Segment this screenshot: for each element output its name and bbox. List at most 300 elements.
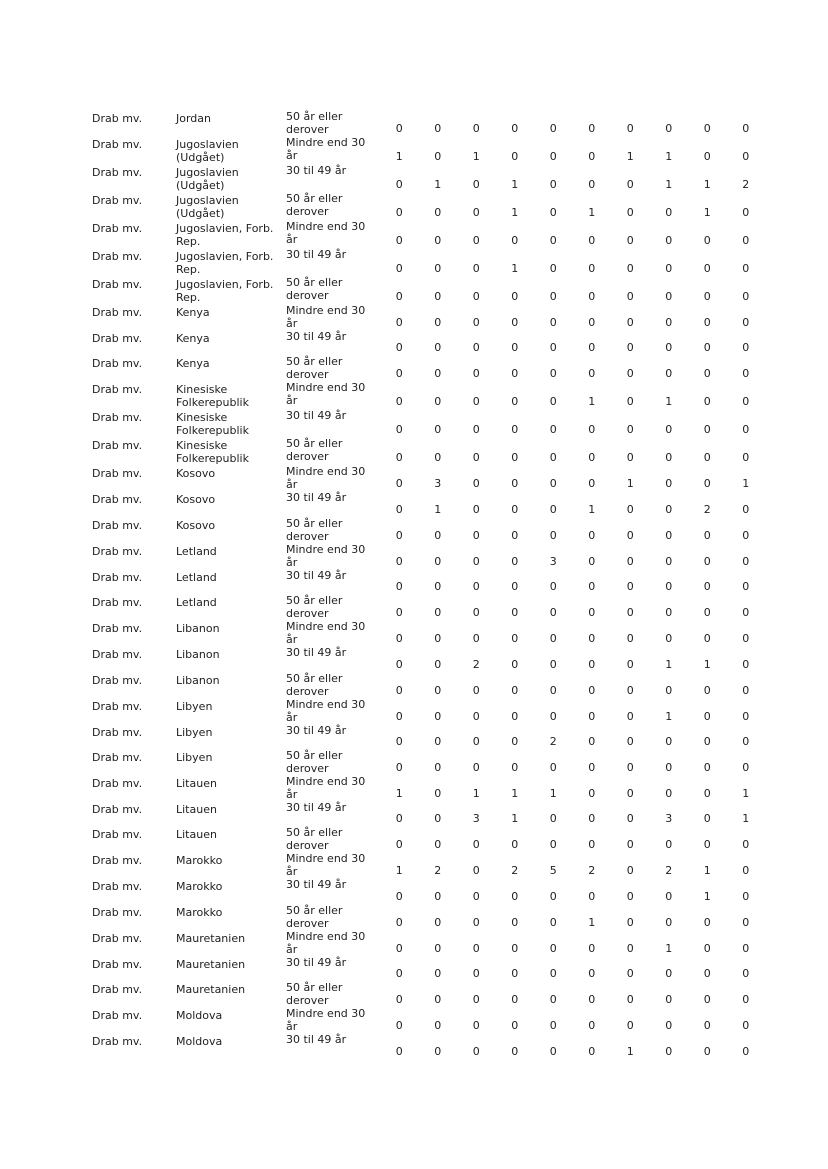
value-cell: 0	[665, 262, 673, 275]
value-cell: 1	[588, 915, 596, 929]
country-cell: Libyen	[176, 699, 213, 713]
value-cell: 0	[742, 967, 750, 981]
country-cell: Jugoslavien (Udgået)	[176, 166, 239, 192]
value-cell: 0	[434, 709, 442, 723]
value-cell: 0	[434, 632, 442, 646]
country-cell: Libyen	[176, 750, 213, 764]
value-cell: 0	[511, 683, 519, 697]
value-cell: 0	[472, 178, 480, 191]
value-cell: 2	[665, 864, 673, 878]
age-group-cell: 50 år eller derover	[286, 276, 343, 302]
value-cell: 0	[588, 122, 596, 135]
value-cell: 0	[549, 760, 557, 774]
age-group-cell: Mindre end 30 år	[286, 220, 366, 246]
value-cell: 0	[742, 502, 750, 516]
value-cell: 2	[434, 864, 442, 878]
value-cell: 0	[395, 528, 403, 542]
value-cell: 0	[626, 709, 634, 723]
value-cell: 0	[395, 502, 403, 516]
value-cell: 0	[588, 1044, 596, 1058]
value-cell: 0	[588, 657, 596, 671]
value-cell: 0	[549, 709, 557, 723]
value-cell: 1	[703, 178, 711, 191]
value-cell: 0	[549, 632, 557, 646]
country-cell: Jugoslavien, Forb. Rep.	[176, 222, 274, 248]
value-cell: 0	[472, 234, 480, 247]
value-cell: 0	[472, 941, 480, 955]
value-cell: 0	[549, 451, 557, 465]
value-cell: 0	[549, 580, 557, 594]
country-cell: Marokko	[176, 880, 223, 894]
country-cell: Jugoslavien, Forb. Rep.	[176, 278, 274, 304]
value-cell: 0	[395, 812, 403, 826]
value-cell: 1	[665, 709, 673, 723]
value-cell: 0	[472, 122, 480, 135]
value-cell: 0	[549, 967, 557, 981]
value-cell: 2	[703, 502, 711, 516]
value-cell: 0	[626, 262, 634, 275]
value-cell: 0	[703, 812, 711, 826]
age-group-cell: Mindre end 30 år	[286, 465, 366, 492]
value-cell: 0	[626, 1019, 634, 1033]
value-cell: 0	[703, 262, 711, 275]
age-group-cell: Mindre end 30 år	[286, 697, 366, 724]
value-cell: 1	[665, 657, 673, 671]
value-cell: 0	[511, 967, 519, 981]
value-cell: 0	[472, 993, 480, 1007]
value-cell: 0	[472, 262, 480, 275]
age-group-cell: 50 år eller derover	[286, 826, 343, 853]
value-cell: 0	[742, 290, 750, 303]
value-cell: 0	[588, 967, 596, 981]
value-cell: 0	[588, 262, 596, 275]
value-cell: 0	[703, 122, 711, 135]
table-row	[84, 852, 765, 878]
value-cell: 0	[665, 967, 673, 981]
value-cell: 0	[511, 580, 519, 594]
value-cell: 1	[434, 178, 442, 191]
value-cell: 0	[434, 993, 442, 1007]
value-cell: 0	[742, 554, 750, 568]
country-cell: Jugoslavien, Forb. Rep.	[176, 250, 274, 276]
crime-cell: Drab mv.	[92, 194, 143, 207]
value-cell: 0	[511, 477, 519, 491]
value-cell: 0	[703, 1019, 711, 1033]
value-cell: 0	[665, 367, 673, 381]
age-group-cell: 30 til 49 år	[286, 878, 347, 892]
country-cell: Jordan	[176, 112, 211, 125]
value-cell: 0	[395, 234, 403, 247]
value-cell: 0	[434, 941, 442, 955]
value-cell: 1	[742, 812, 750, 826]
value-cell: 0	[742, 316, 750, 329]
value-cell: 0	[395, 290, 403, 303]
value-cell: 0	[434, 580, 442, 594]
value-cell: 1	[395, 150, 403, 163]
value-cell: 3	[472, 812, 480, 826]
value-cell: 0	[549, 262, 557, 275]
value-cell: 0	[472, 838, 480, 852]
table-row	[84, 437, 765, 465]
value-cell: 0	[549, 316, 557, 329]
country-cell: Letland	[176, 570, 217, 584]
value-cell: 0	[472, 502, 480, 516]
value-cell: 0	[626, 632, 634, 646]
value-cell: 1	[626, 477, 634, 491]
value-cell: 0	[742, 451, 750, 465]
value-cell: 0	[626, 341, 634, 355]
value-cell: 0	[472, 889, 480, 903]
table-row	[84, 543, 765, 569]
value-cell: 0	[665, 580, 673, 594]
value-cell: 0	[395, 760, 403, 774]
value-cell: 0	[472, 683, 480, 697]
value-cell: 0	[549, 812, 557, 826]
value-cell: 1	[472, 150, 480, 163]
value-cell: 0	[434, 423, 442, 437]
value-cell: 0	[511, 423, 519, 437]
country-cell: Kinesiske Folkerepublik	[176, 439, 249, 466]
value-cell: 0	[472, 760, 480, 774]
value-cell: 0	[549, 838, 557, 852]
age-group-cell: 50 år eller derover	[286, 355, 343, 382]
country-cell: Marokko	[176, 905, 223, 919]
value-cell: 0	[588, 178, 596, 191]
table-row	[84, 724, 765, 749]
value-cell: 0	[549, 889, 557, 903]
value-cell: 2	[511, 864, 519, 878]
country-cell: Litauen	[176, 776, 217, 790]
value-cell: 0	[472, 606, 480, 620]
value-cell: 0	[395, 316, 403, 329]
crime-cell: Drab mv.	[92, 166, 143, 179]
value-cell: 0	[703, 915, 711, 929]
value-cell: 0	[549, 150, 557, 163]
value-cell: 0	[472, 632, 480, 646]
value-cell: 0	[588, 341, 596, 355]
value-cell: 0	[434, 150, 442, 163]
value-cell: 0	[588, 606, 596, 620]
value-cell: 0	[549, 941, 557, 955]
value-cell: 0	[626, 528, 634, 542]
value-cell: 0	[703, 838, 711, 852]
crime-cell: Drab mv.	[92, 411, 143, 425]
value-cell: 0	[472, 1019, 480, 1033]
value-cell: 0	[588, 993, 596, 1007]
age-group-cell: 50 år eller derover	[286, 110, 343, 136]
value-cell: 0	[665, 632, 673, 646]
value-cell: 0	[742, 150, 750, 163]
value-cell: 0	[626, 554, 634, 568]
value-cell: 0	[472, 1044, 480, 1058]
value-cell: 0	[742, 234, 750, 247]
value-cell: 1	[742, 477, 750, 491]
value-cell: 0	[626, 683, 634, 697]
value-cell: 0	[511, 502, 519, 516]
value-cell: 0	[665, 760, 673, 774]
value-cell: 0	[395, 915, 403, 929]
country-cell: Letland	[176, 544, 217, 558]
value-cell: 0	[395, 580, 403, 594]
table-row	[84, 930, 765, 956]
value-cell: 2	[588, 864, 596, 878]
value-cell: 0	[395, 941, 403, 955]
value-cell: 0	[665, 915, 673, 929]
value-cell: 1	[395, 864, 403, 878]
value-cell: 1	[434, 502, 442, 516]
table-row	[84, 672, 765, 698]
value-cell: 0	[395, 395, 403, 409]
age-group-cell: 30 til 49 år	[286, 1033, 347, 1047]
country-cell: Marokko	[176, 854, 223, 868]
value-cell: 0	[665, 290, 673, 303]
value-cell: 0	[511, 606, 519, 620]
value-cell: 1	[626, 1044, 634, 1058]
age-group-cell: Mindre end 30 år	[286, 1007, 366, 1034]
table-row	[84, 491, 765, 516]
crime-cell: Drab mv.	[92, 1009, 143, 1023]
crime-cell: Drab mv.	[92, 931, 143, 945]
crime-cell: Drab mv.	[92, 776, 143, 790]
country-cell: Litauen	[176, 802, 217, 816]
value-cell: 0	[626, 206, 634, 219]
value-cell: 0	[395, 606, 403, 620]
value-cell: 0	[665, 838, 673, 852]
value-cell: 2	[742, 178, 750, 191]
value-cell: 0	[703, 451, 711, 465]
value-cell: 0	[434, 451, 442, 465]
value-cell: 0	[395, 632, 403, 646]
country-cell: Libanon	[176, 648, 220, 662]
value-cell: 0	[395, 477, 403, 491]
value-cell: 0	[742, 941, 750, 955]
value-cell: 0	[472, 341, 480, 355]
value-cell: 0	[588, 477, 596, 491]
value-cell: 0	[626, 993, 634, 1007]
value-cell: 0	[742, 734, 750, 748]
value-cell: 0	[472, 709, 480, 723]
value-cell: 0	[742, 122, 750, 135]
crime-cell: Drab mv.	[92, 493, 143, 507]
value-cell: 0	[434, 734, 442, 748]
value-cell: 0	[511, 1044, 519, 1058]
value-cell: 0	[511, 915, 519, 929]
value-cell: 0	[511, 838, 519, 852]
age-group-cell: 30 til 49 år	[286, 409, 347, 423]
value-cell: 0	[549, 290, 557, 303]
value-cell: 0	[549, 1019, 557, 1033]
value-cell: 0	[549, 178, 557, 191]
value-cell: 0	[511, 993, 519, 1007]
age-group-cell: 30 til 49 år	[286, 646, 347, 660]
value-cell: 0	[588, 554, 596, 568]
value-cell: 0	[588, 632, 596, 646]
country-cell: Mauretanien	[176, 957, 246, 971]
value-cell: 0	[434, 290, 442, 303]
value-cell: 0	[626, 367, 634, 381]
value-cell: 1	[703, 889, 711, 903]
value-cell: 0	[472, 423, 480, 437]
value-cell: 1	[549, 786, 557, 800]
value-cell: 0	[395, 451, 403, 465]
age-group-cell: Mindre end 30 år	[286, 304, 366, 330]
value-cell: 0	[588, 316, 596, 329]
table-row	[84, 409, 765, 437]
crime-cell: Drab mv.	[92, 1035, 143, 1049]
value-cell: 0	[742, 341, 750, 355]
value-cell: 0	[472, 864, 480, 878]
value-cell: 0	[703, 234, 711, 247]
table-row	[84, 220, 765, 248]
value-cell: 2	[472, 657, 480, 671]
table-row	[84, 646, 765, 671]
value-cell: 0	[472, 734, 480, 748]
value-cell: 0	[549, 915, 557, 929]
country-cell: Litauen	[176, 828, 217, 842]
crime-cell: Drab mv.	[92, 278, 143, 291]
value-cell: 0	[665, 423, 673, 437]
table-row	[84, 304, 765, 330]
value-cell: 0	[472, 367, 480, 381]
value-cell: 0	[588, 683, 596, 697]
crime-cell: Drab mv.	[92, 854, 143, 868]
age-group-cell: 50 år eller derover	[286, 192, 343, 218]
value-cell: 0	[703, 786, 711, 800]
value-cell: 0	[665, 122, 673, 135]
value-cell: 0	[472, 528, 480, 542]
country-cell: Kinesiske Folkerepublik	[176, 383, 249, 410]
value-cell: 0	[511, 395, 519, 409]
age-group-cell: 50 år eller derover	[286, 748, 343, 775]
value-cell: 1	[626, 150, 634, 163]
country-cell: Kinesiske Folkerepublik	[176, 411, 249, 438]
value-cell: 1	[472, 786, 480, 800]
value-cell: 1	[511, 178, 519, 191]
value-cell: 0	[742, 528, 750, 542]
value-cell: 0	[395, 657, 403, 671]
value-cell: 0	[703, 941, 711, 955]
table-row	[84, 110, 765, 136]
value-cell: 0	[472, 206, 480, 219]
value-cell: 3	[434, 477, 442, 491]
crime-cell: Drab mv.	[92, 518, 143, 532]
table-row	[84, 248, 765, 276]
value-cell: 0	[742, 395, 750, 409]
value-cell: 0	[703, 316, 711, 329]
table-row	[84, 749, 765, 775]
crime-cell: Drab mv.	[92, 112, 143, 125]
value-cell: 0	[665, 451, 673, 465]
country-cell: Kosovo	[176, 467, 216, 481]
value-cell: 0	[434, 1044, 442, 1058]
value-cell: 0	[511, 122, 519, 135]
age-group-cell: 30 til 49 år	[286, 723, 347, 737]
crime-cell: Drab mv.	[92, 802, 143, 816]
value-cell: 0	[665, 341, 673, 355]
value-cell: 0	[434, 528, 442, 542]
crime-cell: Drab mv.	[92, 383, 143, 397]
crime-cell: Drab mv.	[92, 439, 143, 453]
crime-cell: Drab mv.	[92, 828, 143, 842]
value-cell: 0	[549, 528, 557, 542]
age-group-cell: Mindre end 30 år	[286, 136, 366, 162]
crime-cell: Drab mv.	[92, 250, 143, 263]
value-cell: 0	[549, 477, 557, 491]
country-cell: Jugoslavien (Udgået)	[176, 194, 239, 220]
country-cell: Kosovo	[176, 518, 216, 532]
value-cell: 0	[703, 341, 711, 355]
table-row	[84, 569, 765, 594]
value-cell: 0	[626, 967, 634, 981]
value-cell: 0	[742, 1044, 750, 1058]
value-cell: 0	[511, 150, 519, 163]
value-cell: 0	[549, 423, 557, 437]
value-cell: 0	[434, 786, 442, 800]
value-cell: 0	[511, 709, 519, 723]
crime-cell: Drab mv.	[92, 725, 143, 739]
value-cell: 0	[742, 915, 750, 929]
value-cell: 0	[588, 234, 596, 247]
age-group-cell: 30 til 49 år	[286, 568, 347, 582]
country-cell: Libanon	[176, 673, 220, 687]
country-cell: Kenya	[176, 332, 210, 345]
value-cell: 0	[434, 1019, 442, 1033]
value-cell: 0	[395, 341, 403, 355]
table-row	[84, 465, 765, 491]
table-row	[84, 904, 765, 930]
value-cell: 0	[434, 915, 442, 929]
value-cell: 0	[472, 915, 480, 929]
value-cell: 0	[434, 262, 442, 275]
value-cell: 0	[472, 580, 480, 594]
value-cell: 0	[511, 290, 519, 303]
value-cell: 0	[434, 606, 442, 620]
value-cell: 0	[703, 1044, 711, 1058]
value-cell: 0	[665, 316, 673, 329]
value-cell: 1	[742, 786, 750, 800]
value-cell: 0	[742, 423, 750, 437]
age-group-cell: Mindre end 30 år	[286, 852, 366, 879]
value-cell: 0	[588, 709, 596, 723]
value-cell: 0	[434, 683, 442, 697]
value-cell: 0	[549, 206, 557, 219]
value-cell: 3	[665, 812, 673, 826]
crime-cell: Drab mv.	[92, 699, 143, 713]
value-cell: 0	[472, 290, 480, 303]
value-cell: 0	[549, 657, 557, 671]
value-cell: 0	[395, 423, 403, 437]
value-cell: 0	[665, 1044, 673, 1058]
value-cell: 0	[742, 580, 750, 594]
value-cell: 0	[588, 451, 596, 465]
crime-cell: Drab mv.	[92, 544, 143, 558]
value-cell: 0	[703, 580, 711, 594]
value-cell: 0	[626, 290, 634, 303]
table-row	[84, 775, 765, 801]
age-group-cell: Mindre end 30 år	[286, 929, 366, 956]
value-cell: 0	[626, 812, 634, 826]
value-cell: 0	[588, 941, 596, 955]
value-cell: 0	[395, 993, 403, 1007]
value-cell: 0	[395, 683, 403, 697]
value-cell: 0	[626, 864, 634, 878]
value-cell: 0	[395, 734, 403, 748]
value-cell: 0	[395, 889, 403, 903]
value-cell: 1	[511, 262, 519, 275]
value-cell: 0	[511, 657, 519, 671]
value-cell: 0	[511, 234, 519, 247]
value-cell: 0	[549, 367, 557, 381]
